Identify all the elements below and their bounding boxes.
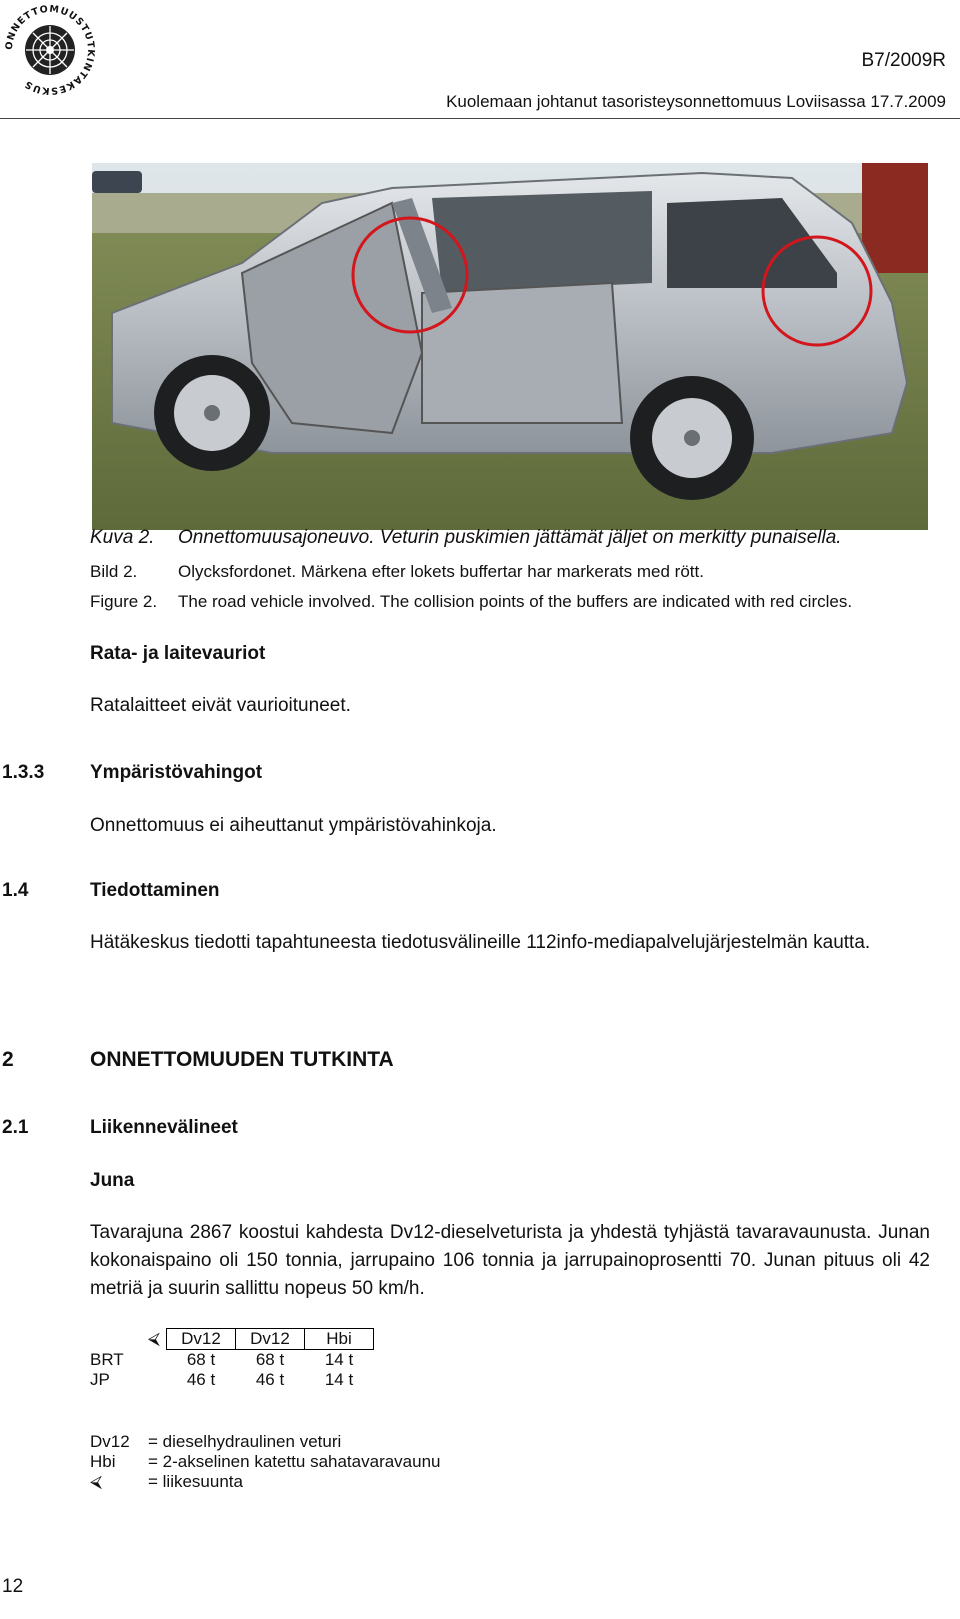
svg-text:ONNETTOMUUSTUTKINTAKESKUS: ONNETTOMUUSTUTKINTAKESKUS xyxy=(3,3,97,97)
caption-fi-label: Kuva 2. xyxy=(90,527,155,548)
column-header: Dv12 xyxy=(236,1329,305,1350)
agency-logo xyxy=(2,2,98,98)
legend-definition: = dieselhydraulinen veturi xyxy=(148,1432,342,1451)
table-row xyxy=(90,1370,374,1390)
column-header: Dv12 xyxy=(167,1329,236,1350)
train-composition-table xyxy=(90,1328,374,1390)
direction-icon: ⮘ xyxy=(90,1472,103,1491)
section-133-text: Onnettomuus ei aiheuttanut ympäristövahinkoja. xyxy=(90,815,497,836)
direction-icon: ⮘ xyxy=(147,1329,160,1348)
juna-text: Tavarajuna 2867 koostui kahdesta Dv12-dieselveturista ja yhdestä tyhjästä tavaravaunusta. Junan kokonaispaino oli 150 tonnia, jarrupaino 106 tonnia ja jarrupainoprosentti 70. Junan pituus oli 42 metriä ja suurin sallittu nopeus 50 km/h. xyxy=(90,1222,930,1299)
section-133-title: Ympäristövahingot xyxy=(90,762,263,783)
page-number: 12 xyxy=(2,1576,24,1597)
section-21-title: Liikennevälineet xyxy=(90,1117,238,1138)
table-header-row xyxy=(90,1329,374,1350)
caption-en: The road vehicle involved. The collision points of the buffers are indicated with red circles. xyxy=(178,592,853,611)
section-14-text: Hätäkeskus tiedotti tapahtuneesta tiedotusvälineille 112info-mediapalvelujärjestelmän kautta. xyxy=(90,932,871,953)
row-label: BRT xyxy=(90,1349,124,1369)
section-14-title: Tiedottaminen xyxy=(90,880,220,901)
vehicle-photo xyxy=(92,163,928,530)
report-code: B7/2009R xyxy=(861,50,946,71)
rata-heading: Rata- ja laitevauriot xyxy=(90,643,266,664)
caption-sv-label: Bild 2. xyxy=(90,562,138,581)
caption-fi: Onnettomuusajoneuvo. Veturin puskimien jättämät jäljet on merkitty punaisella. xyxy=(178,527,842,548)
column-header: Hbi xyxy=(305,1329,374,1350)
table-cell: 14 t xyxy=(324,1370,354,1389)
row-label: JP xyxy=(90,1370,110,1389)
report-title: Kuolemaan johtanut tasoristeysonnettomuus Loviisassa 17.7.2009 xyxy=(446,92,946,111)
legend-item xyxy=(90,1472,441,1492)
table-cell: 14 t xyxy=(324,1350,354,1369)
legend-definition: = 2-akselinen katettu sahatavaravaunu xyxy=(148,1452,441,1471)
table-cell: 46 t xyxy=(255,1370,285,1389)
legend-term: Dv12 xyxy=(90,1432,130,1451)
table-cell: 68 t xyxy=(255,1350,285,1369)
chapter-2-title: ONNETTOMUUDEN TUTKINTA xyxy=(90,1048,394,1071)
rata-text: Ratalaitteet eivät vaurioituneet. xyxy=(90,695,351,716)
table-row xyxy=(90,1350,374,1371)
abbreviation-legend xyxy=(90,1432,441,1492)
table-cell: 46 t xyxy=(186,1370,216,1389)
legend-definition: = liikesuunta xyxy=(148,1472,243,1491)
section-133-number: 1.3.3 xyxy=(2,762,45,783)
legend-term: Hbi xyxy=(90,1452,116,1471)
legend-item xyxy=(90,1432,441,1452)
juna-heading: Juna xyxy=(90,1170,135,1191)
legend-item xyxy=(90,1452,441,1472)
section-21-number: 2.1 xyxy=(2,1117,29,1138)
chapter-2-number: 2 xyxy=(2,1048,14,1071)
section-14-number: 1.4 xyxy=(2,880,29,901)
table-cell: 68 t xyxy=(186,1350,216,1369)
caption-en-label: Figure 2. xyxy=(90,592,158,611)
header-divider xyxy=(0,118,960,119)
caption-sv: Olycksfordonet. Märkena efter lokets buffertar har markerats med rött. xyxy=(178,562,704,581)
